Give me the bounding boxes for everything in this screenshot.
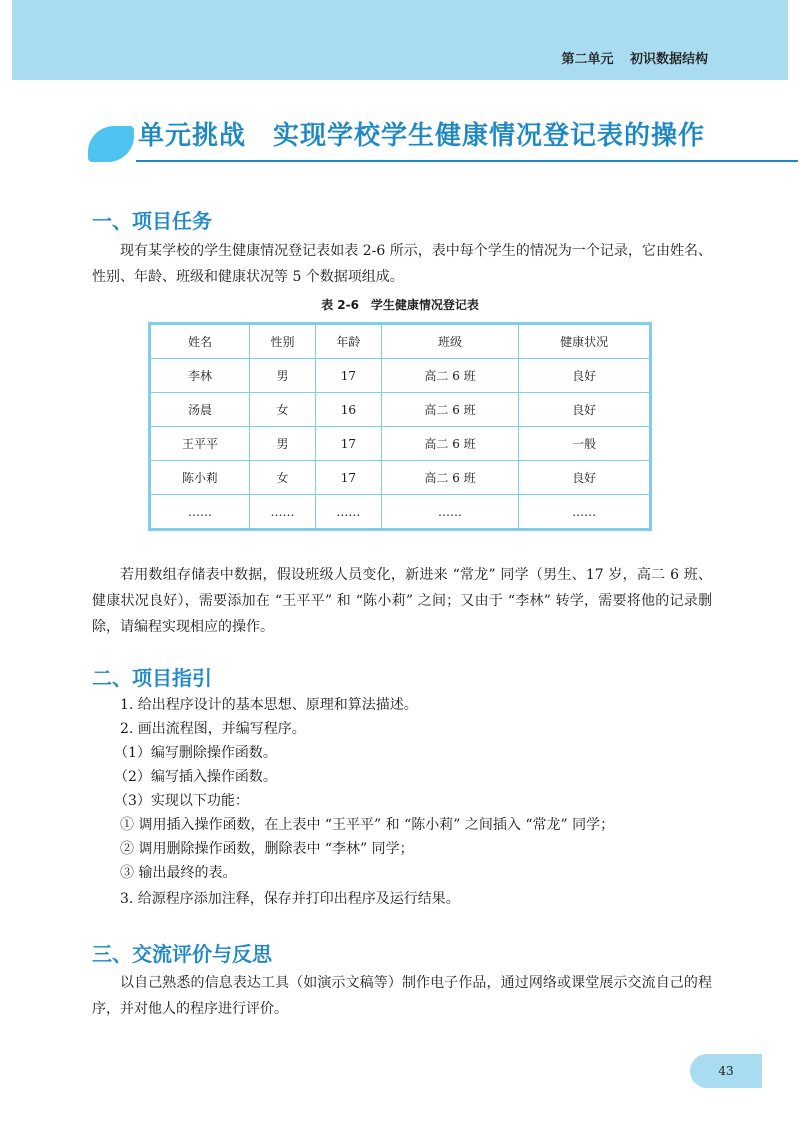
table-row — [150, 359, 651, 393]
table-caption: 表 2-6 学生健康情况登记表 — [321, 298, 479, 312]
student-health-table — [148, 322, 652, 531]
table-cell: 汤晨 — [150, 393, 250, 427]
list-item: （2）编写插入操作函数。 — [114, 769, 277, 785]
title-decoration-icon — [88, 126, 134, 162]
table-cell: 陈小莉 — [150, 461, 250, 495]
table-cell: 李林 — [150, 359, 250, 393]
table-cell: 高二 6 班 — [381, 461, 519, 495]
table-cell: 高二 6 班 — [381, 359, 519, 393]
table-cell: 女 — [250, 461, 316, 495]
table-cell: 17 — [315, 461, 381, 495]
header-unit: 第二单元 — [561, 52, 614, 67]
page-number-tab — [690, 1054, 762, 1088]
header-chapter: 初识数据结构 — [629, 52, 708, 67]
column-header: 姓名 — [150, 324, 250, 359]
table-cell: 17 — [315, 359, 381, 393]
list-item: ① 调用插入操作函数，在上表中 “王平平” 和 “陈小莉” 之间插入 “常龙” 同学； — [120, 817, 615, 833]
chapter-title: 单元挑战 实现学校学生健康情况登记表的操作 — [138, 121, 706, 151]
table-row — [150, 427, 651, 461]
table-cell: …… — [315, 495, 381, 530]
column-header: 年龄 — [315, 324, 381, 359]
list-item: 2. 画出流程图，并编写程序。 — [120, 721, 306, 737]
table-row — [150, 393, 651, 427]
table-cell: 高二 6 班 — [381, 427, 519, 461]
table-cell: 一般 — [519, 427, 651, 461]
section-title-task: 一、项目任务 — [92, 209, 212, 233]
list-item: ③ 输出最终的表。 — [120, 865, 237, 881]
list-item: （3）实现以下功能： — [114, 793, 249, 809]
title-underline — [136, 160, 798, 162]
table-cell: 女 — [250, 393, 316, 427]
page-number: 43 — [718, 1064, 734, 1078]
table-cell: …… — [381, 495, 519, 530]
list-item: （1）编写删除操作函数。 — [114, 745, 277, 761]
table-row — [150, 461, 651, 495]
task-intro: 现有某学校的学生健康情况登记表如表 2-6 所示，表中每个学生的情况为一个记录，它由姓名、性别、年龄、班级和健康状况等 5 个数据项组成。 — [92, 243, 712, 285]
table-cell: 17 — [315, 427, 381, 461]
column-header: 健康状况 — [519, 324, 651, 359]
column-header: 性别 — [250, 324, 316, 359]
table-cell: 良好 — [519, 359, 651, 393]
list-item: 3. 给源程序添加注释，保存并打印出程序及运行结果。 — [120, 891, 460, 907]
table-cell: 良好 — [519, 393, 651, 427]
table-cell: …… — [250, 495, 316, 530]
table-cell: 高二 6 班 — [381, 393, 519, 427]
list-item: 1. 给出程序设计的基本思想、原理和算法描述。 — [120, 697, 418, 713]
running-header — [549, 48, 708, 67]
reflection-text: 以自己熟悉的信息表达工具（如演示文稿等）制作电子作品，通过网络或课堂展示交流自己的程序，并对他人的程序进行评价。 — [92, 975, 712, 1017]
table-header-row — [150, 324, 651, 359]
list-item: ② 调用删除操作函数，删除表中 “李林” 同学； — [120, 841, 414, 857]
table-cell: …… — [150, 495, 250, 530]
section-title-guide: 二、项目指引 — [92, 666, 212, 690]
column-header: 班级 — [381, 324, 519, 359]
table-cell: 男 — [250, 427, 316, 461]
chapter-title-block — [88, 116, 713, 166]
header-band — [12, 0, 788, 80]
section-title-reflection: 三、交流评价与反思 — [92, 942, 272, 966]
table-cell: 王平平 — [150, 427, 250, 461]
table-row — [150, 495, 651, 530]
table-cell: 16 — [315, 393, 381, 427]
table-cell: 男 — [250, 359, 316, 393]
task-change-description: 若用数组存储表中数据，假设班级人员变化，新进来 “常龙” 同学（男生、17 岁，高二 6 班、健康状况良好），需要添加在 “王平平” 和 “陈小莉” 之间；又由于 “李林” 转学，需要将他的记录删除，请编程实现相应的操作。 — [92, 567, 712, 635]
table-cell: …… — [519, 495, 651, 530]
table-cell: 良好 — [519, 461, 651, 495]
